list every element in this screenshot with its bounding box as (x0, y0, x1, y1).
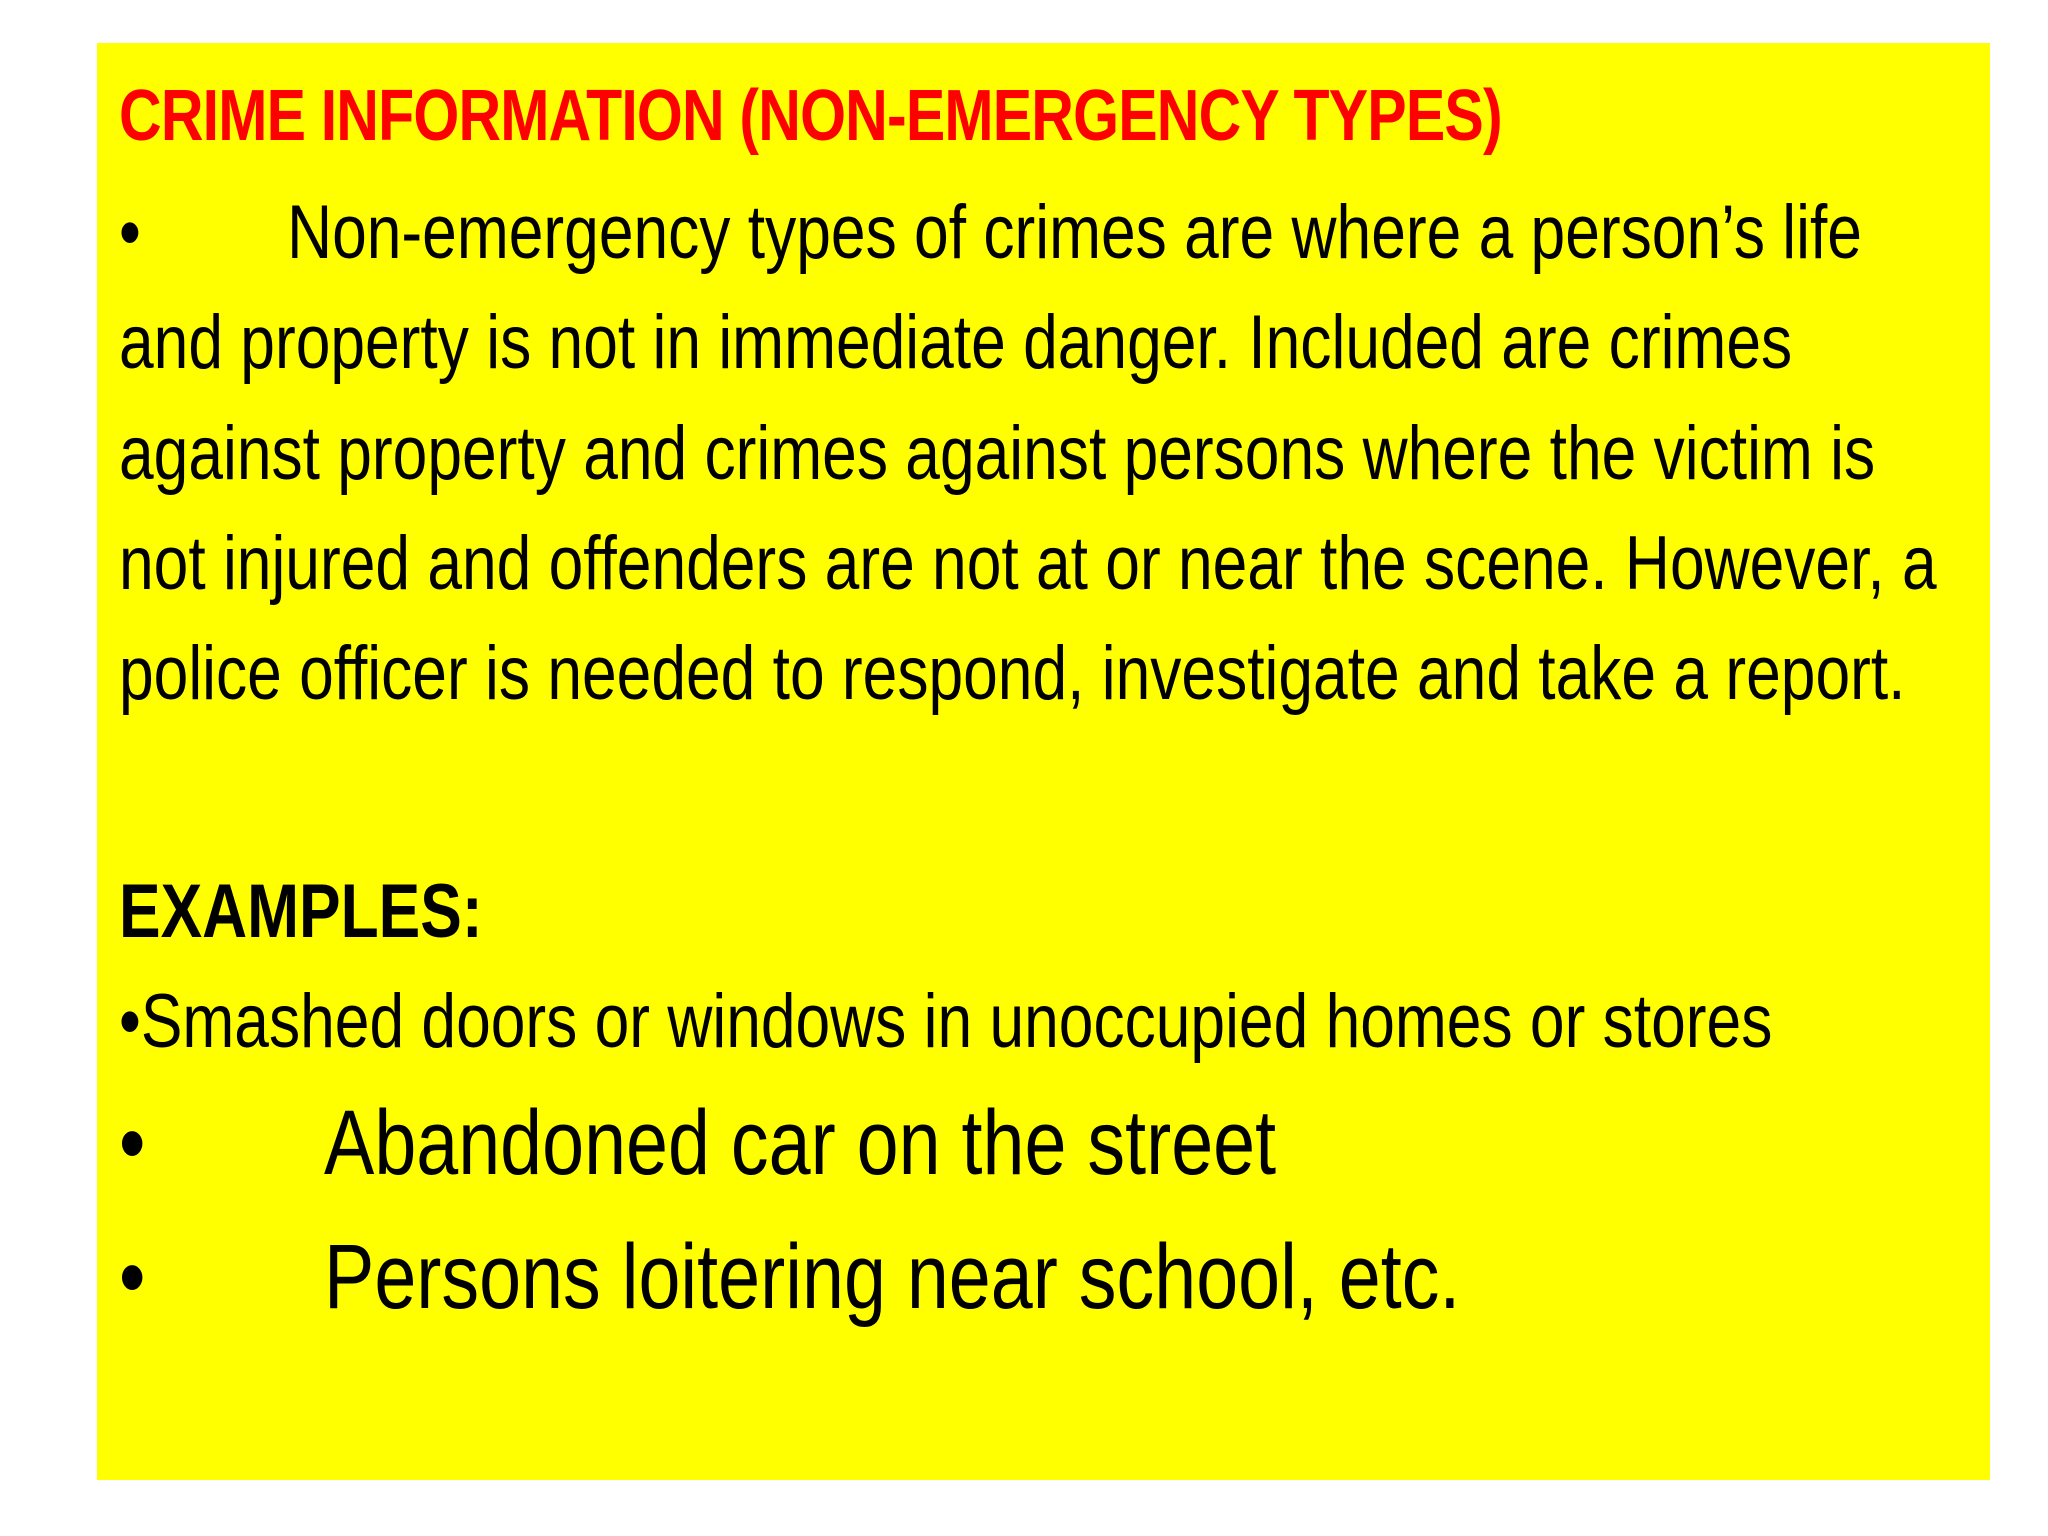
examples-heading: EXAMPLES: (119, 869, 483, 955)
slide-title: CRIME INFORMATION (NON-EMERGENCY TYPES) (119, 76, 1502, 156)
list-item (119, 1077, 1634, 1210)
intro-text: Non-emergency types of crimes are where a person’s life and property is not in immediate danger. Included are crimes against property and crimes against persons where the victim is not injured and offenders are not at or near the scene. However, a police officer is needed to respond, investigate and take a report. (119, 190, 1937, 716)
slide-panel (97, 43, 1990, 1480)
example-text: Abandoned car on the street (324, 1092, 1277, 1195)
examples-list (119, 967, 1966, 1344)
list-item (119, 1211, 1634, 1344)
example-text: Smashed doors or windows in unoccupied homes or stores (140, 979, 1773, 1065)
bullet-icon: • (119, 1092, 146, 1195)
intro-paragraph (119, 178, 1967, 729)
spacer (119, 729, 1966, 857)
bullet-icon: • (119, 190, 141, 276)
list-item (119, 967, 1773, 1077)
bullet-icon: • (119, 1225, 146, 1328)
bullet-icon: • (119, 979, 141, 1065)
example-text: Persons loitering near school, etc. (324, 1225, 1461, 1328)
